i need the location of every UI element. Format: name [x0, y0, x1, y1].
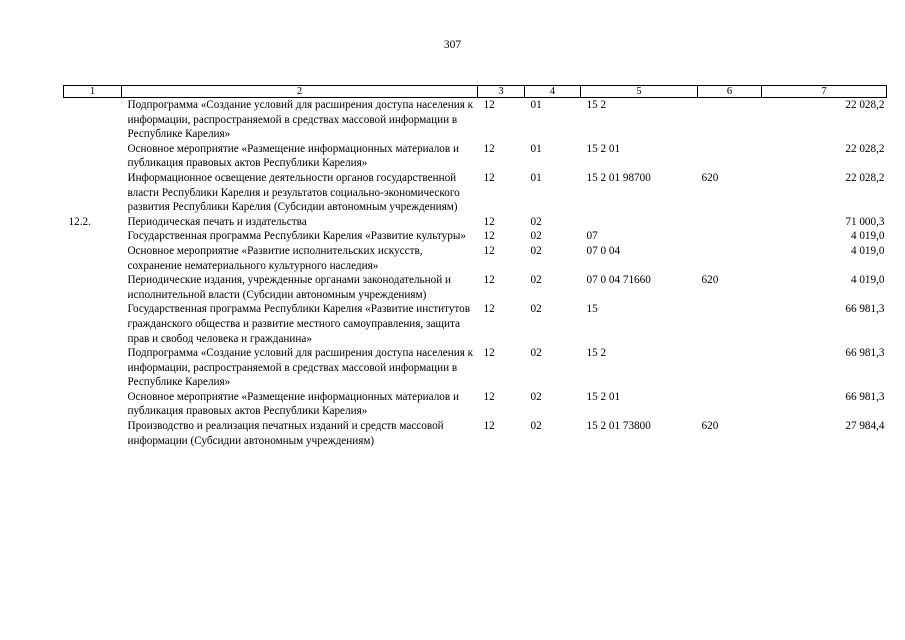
row-section: 12: [483, 171, 495, 184]
row-section: 12: [483, 230, 495, 243]
row-section: 12: [483, 347, 495, 360]
row-section: 12: [483, 215, 495, 228]
row-target-code: 15 2 01 98700: [586, 171, 651, 184]
row-amount: 22 028,2: [845, 99, 885, 111]
row-amount: 4 019,0: [850, 244, 885, 257]
row-subsection: 02: [530, 244, 542, 257]
row-expense-type: 620: [701, 420, 719, 433]
row-subsection: 02: [530, 274, 542, 287]
row-number: [64, 302, 122, 346]
row-name: Подпрограмма «Создание условий для расширения доступа населения к информации, распространяемой в средствах массовой информации в Республике Карелия»: [127, 99, 474, 141]
row-section: 12: [483, 390, 495, 403]
row-subsection: 01: [530, 171, 542, 184]
row-amount: 22 028,2: [845, 142, 885, 155]
row-subsection: 02: [530, 230, 542, 243]
row-name: Государственная программа Республики Карелия «Развитие культуры»: [127, 230, 466, 243]
table-row: [64, 419, 887, 448]
row-expense-type: [698, 215, 762, 230]
row-expense-type: 620: [701, 171, 719, 184]
row-target-code: 15 2 01 73800: [586, 420, 651, 433]
row-amount: 66 981,3: [845, 347, 885, 360]
row-expense-type: [698, 346, 762, 390]
table-row: [64, 244, 887, 273]
row-number: [64, 171, 122, 215]
row-section: 12: [483, 142, 495, 155]
row-expense-type: [698, 142, 762, 171]
row-number: [64, 419, 122, 448]
table-row: [64, 273, 887, 302]
row-section: 12: [483, 244, 495, 257]
row-expense-type: [698, 302, 762, 346]
row-expense-type: [698, 229, 762, 244]
row-name: Информационное освещение деятельности органов государственной власти Республики Карелия и результатов социально-экономического развития Республики Карелия (Субсидии автономным учреждениям): [127, 171, 460, 214]
row-target-code: 07 0 04: [586, 244, 621, 257]
table-row: [64, 171, 887, 215]
header-cell: 7: [762, 86, 887, 98]
row-expense-type: [698, 98, 762, 142]
row-name: Производство и реализация печатных изданий и средств массовой информации (Субсидии автономным учреждениям): [127, 420, 444, 447]
row-amount: 66 981,3: [845, 303, 885, 316]
row-subsection: 01: [530, 142, 542, 155]
row-target-code: 07: [586, 230, 598, 243]
row-target-code: 15 2 01: [586, 142, 621, 155]
row-number: [64, 142, 122, 171]
row-target-code: [581, 215, 698, 230]
row-amount: 4 019,0: [850, 274, 885, 287]
table-row: [64, 302, 887, 346]
row-target-code: 07 0 04 71660: [586, 274, 651, 287]
row-amount: 71 000,3: [845, 215, 885, 228]
row-number: 12.2.: [68, 215, 91, 228]
row-subsection: 02: [530, 347, 542, 360]
row-subsection: 02: [530, 303, 542, 316]
row-target-code: 15 2: [586, 347, 607, 360]
row-target-code: 15: [586, 303, 598, 316]
row-section: 12: [483, 274, 495, 287]
row-name: Основное мероприятие «Размещение информационных материалов и публикация правовых актов Республики Карелия»: [127, 142, 459, 170]
row-name: Периодическая печать и издательства: [127, 215, 307, 228]
row-subsection: 02: [530, 420, 542, 433]
row-number: [64, 390, 122, 419]
row-amount: 27 984,4: [845, 420, 885, 433]
row-amount: 4 019,0: [850, 230, 885, 243]
header-cell: 1: [64, 86, 122, 98]
row-number: [64, 244, 122, 273]
row-target-code: 15 2 01: [586, 390, 621, 403]
table-row: [64, 142, 887, 171]
row-name: Государственная программа Республики Карелия «Развитие институтов гражданского общества и развитие местного самоуправления, защита прав и свобод человека и гражданина»: [127, 303, 471, 345]
row-number: [64, 98, 122, 142]
row-name: Периодические издания, учрежденные органами законодательной и исполнительной власти (Субсидии автономным учреждениям): [127, 274, 452, 301]
row-number: [64, 229, 122, 244]
row-amount: 66 981,3: [845, 390, 885, 403]
row-subsection: 02: [530, 215, 542, 228]
row-section: 12: [483, 420, 495, 433]
row-amount: 22 028,2: [845, 171, 885, 184]
table-row: [64, 346, 887, 390]
row-name: Основное мероприятие «Размещение информационных материалов и публикация правовых актов Республики Карелия»: [127, 390, 459, 418]
row-name: Подпрограмма «Создание условий для расширения доступа населения к информации, распространяемой в средствах массовой информации в Республике Карелия»: [127, 347, 474, 389]
header-cell: 4: [525, 86, 581, 98]
row-section: 12: [483, 99, 495, 111]
row-expense-type: 620: [701, 274, 719, 287]
header-row: [64, 86, 887, 98]
header-cell: 5: [581, 86, 698, 98]
row-expense-type: [698, 390, 762, 419]
table-row: [64, 229, 887, 244]
row-subsection: 02: [530, 390, 542, 403]
header-cell: 2: [122, 86, 478, 98]
row-expense-type: [698, 244, 762, 273]
row-section: 12: [483, 303, 495, 316]
row-subsection: 01: [530, 99, 542, 111]
table-row: [64, 98, 887, 142]
table-row: [64, 390, 887, 419]
header-cell: 3: [478, 86, 525, 98]
page-number: 307: [443, 39, 462, 51]
table-row: [64, 215, 887, 230]
header-cell: 6: [698, 86, 762, 98]
row-name: Основное мероприятие «Развитие исполнительских искусств, сохранение нематериального культурного наследия»: [127, 244, 423, 272]
row-number: [64, 273, 122, 302]
budget-table: [63, 85, 887, 448]
row-number: [64, 346, 122, 390]
row-target-code: 15 2: [586, 99, 607, 111]
